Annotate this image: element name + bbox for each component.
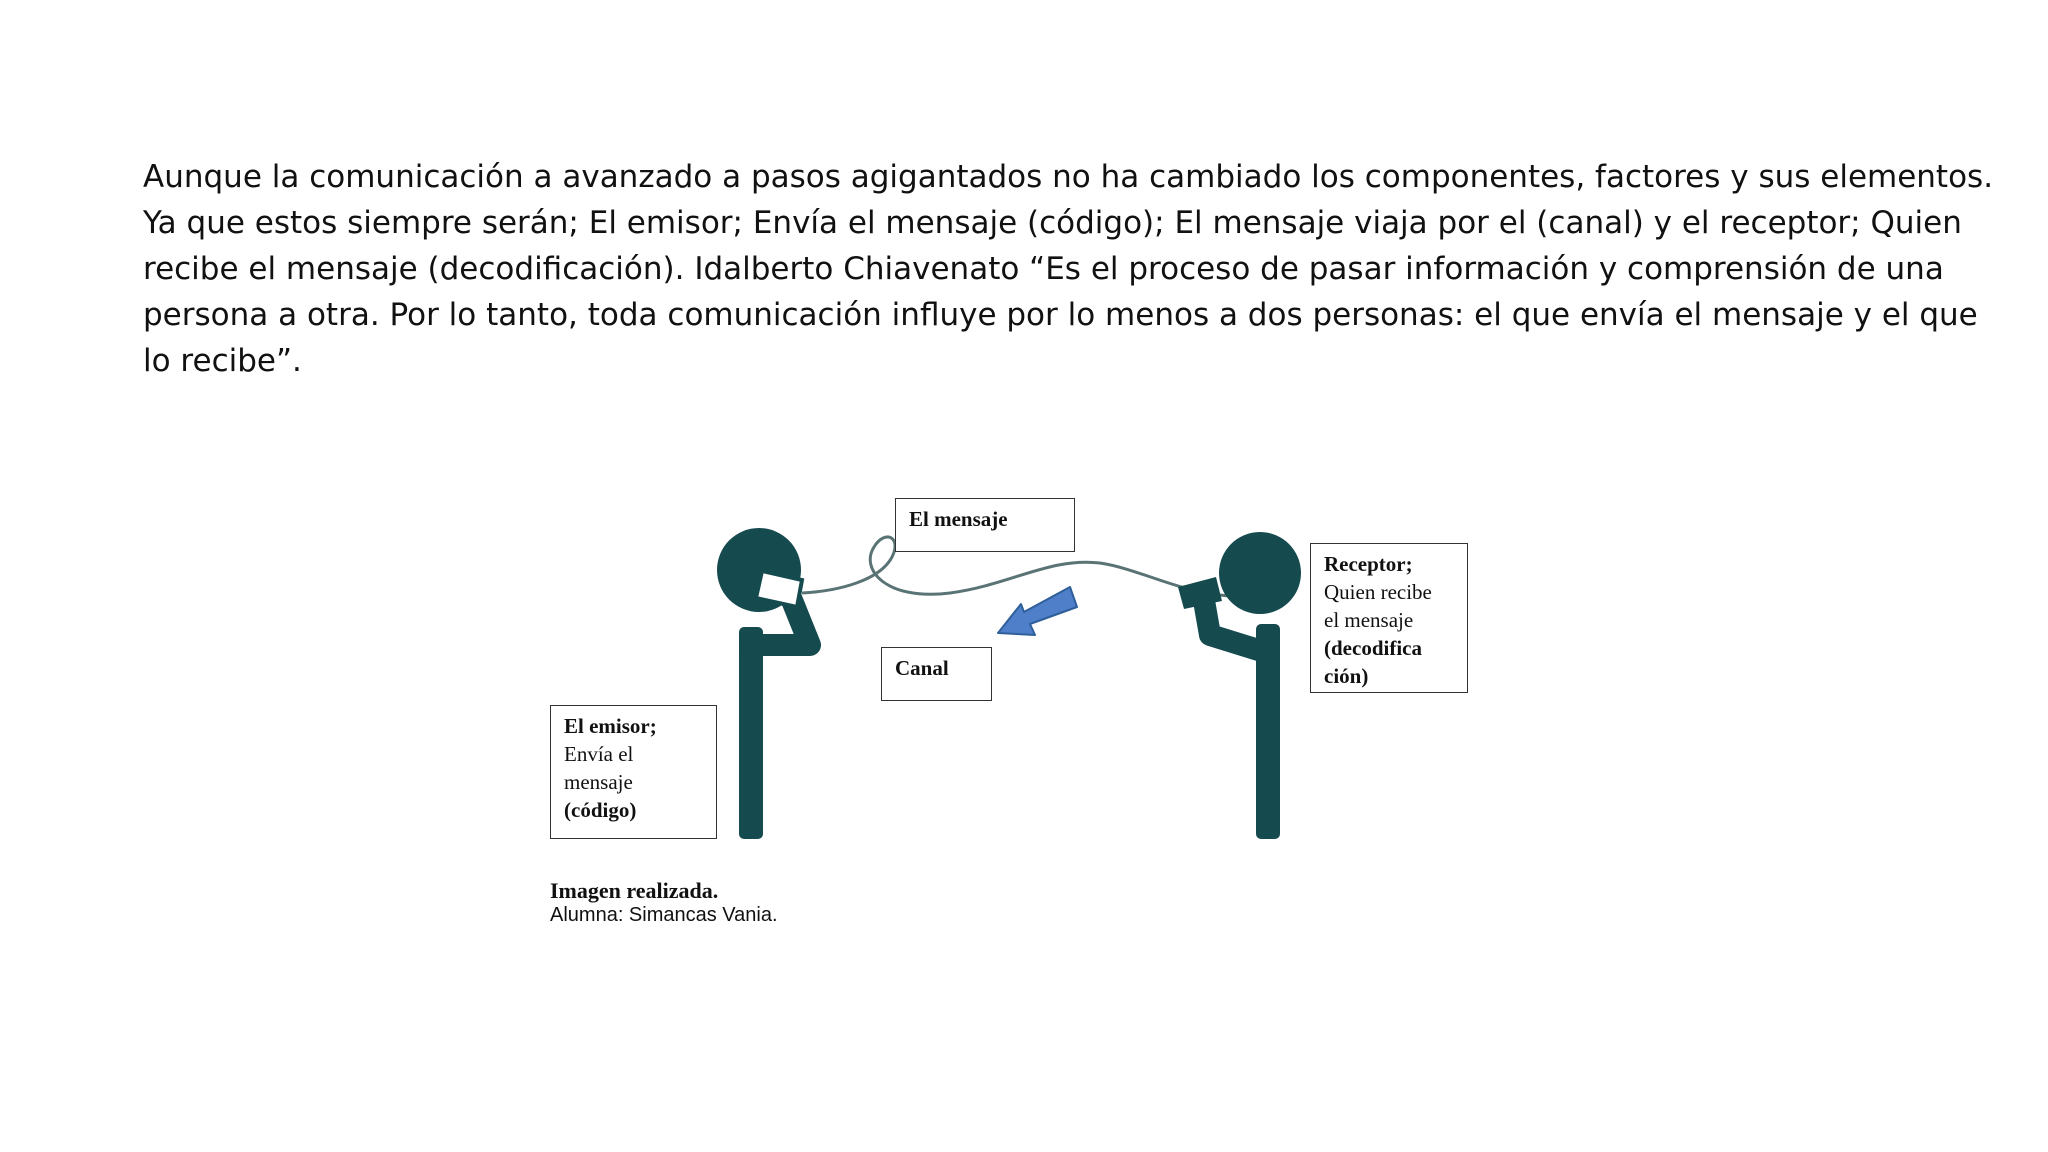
credit-title: Imagen realizada. xyxy=(550,878,719,903)
message-box xyxy=(895,498,1075,552)
sender-code: (código) xyxy=(564,798,637,822)
sender-line-1: Envía el xyxy=(564,742,634,766)
channel-label: Canal xyxy=(895,656,949,680)
sender-body xyxy=(739,627,763,839)
credit-author: Alumna: Simancas Vania. xyxy=(550,904,778,926)
sender-figure xyxy=(717,528,810,839)
image-credit xyxy=(550,878,778,928)
body-paragraph: Aunque la comunicación a avanzado a pasos agigantados no ha cambiado los componentes, factores y sus elementos. Ya que estos siempre serán; El emisor; Envía el mensaje (código); El mensaje viaja por el (canal) y el receptor; Quien recibe el mensaje (decodificación). Idalberto Chiavenato “Es el proceso de pasar información y comprensión de una persona a otra. Por lo tanto, toda comunicación influye por lo menos a dos personas: el que envía el mensaje y el que lo recibe”. xyxy=(143,159,1994,379)
sender-line-2: mensaje xyxy=(564,770,633,794)
message-label: El mensaje xyxy=(909,507,1008,531)
channel-box xyxy=(881,647,992,701)
sender-box xyxy=(550,705,717,839)
receiver-head xyxy=(1219,532,1301,614)
sender-title: El emisor; xyxy=(564,714,657,738)
receiver-code-1: (decodifica xyxy=(1324,636,1422,660)
receiver-box xyxy=(1310,543,1468,693)
channel-arrow xyxy=(998,587,1077,635)
receiver-figure xyxy=(1178,532,1301,839)
receiver-line-2: el mensaje xyxy=(1324,608,1414,632)
receiver-title: Receptor; xyxy=(1324,552,1413,576)
communication-diagram xyxy=(540,485,1500,945)
receiver-line-1: Quien recibe xyxy=(1324,580,1432,604)
receiver-code-2: ción) xyxy=(1324,664,1369,688)
